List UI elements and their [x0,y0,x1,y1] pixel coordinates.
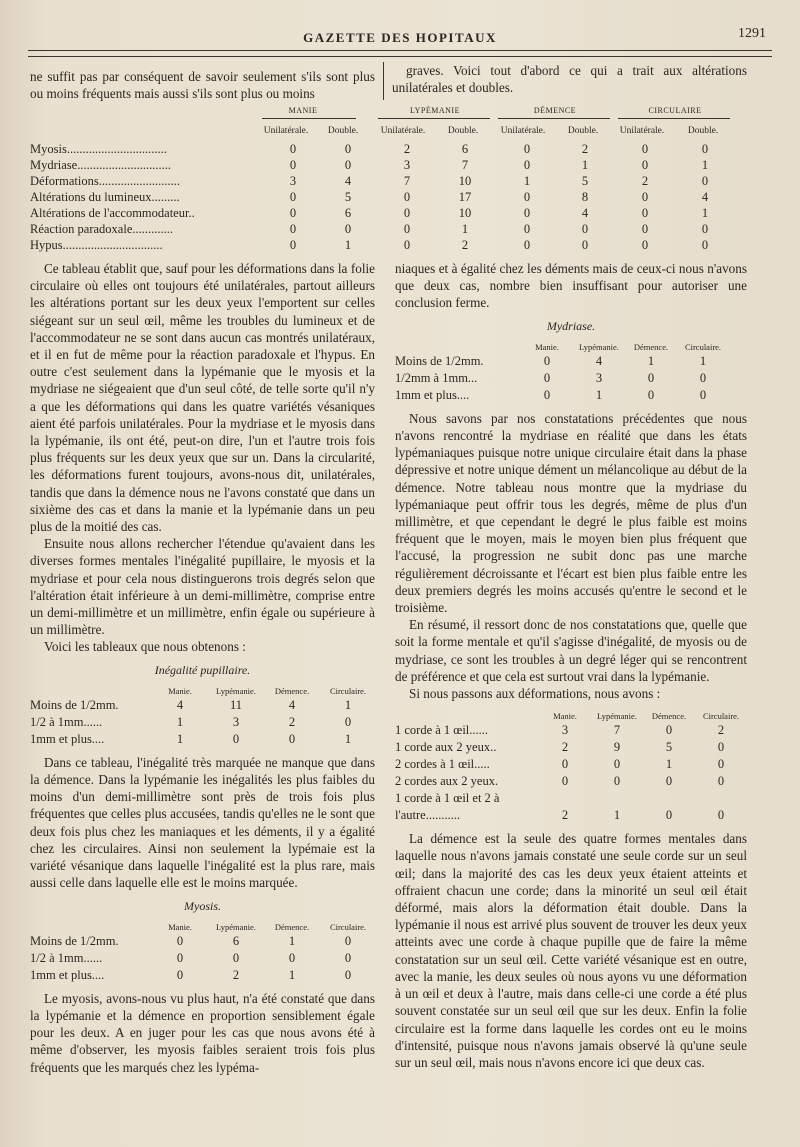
table-cell: 0 [717,774,725,789]
table-cell: 7 [461,158,469,172]
subheader: Unilatérale. [500,126,546,136]
row-label: 1mm et plus.... [395,387,470,402]
column-header: Lypémanie. [579,341,619,352]
page-number: 1291 [738,26,766,41]
table-cell: 2 [581,142,589,156]
table-cell: 3 [289,174,297,188]
row-label: 1mm et plus.... [30,967,105,982]
group-brace [262,118,356,119]
row-label: Mydriase.............................. [30,158,171,172]
table-header [395,708,747,722]
table-cell: 1 [701,206,709,220]
row-label: 1 corde à 1 œil et 2 à [395,791,500,806]
table-cell: 0 [647,387,655,402]
row-label: 1/2mm à 1mm... [395,370,478,385]
table-cell: 0 [523,206,531,220]
row-label: 1mm et plus.... [30,731,105,746]
table-cell: 10 [458,206,472,220]
table-cell: 0 [641,190,649,204]
column-header: Démence. [274,921,310,932]
text-intro: graves. Voici tout d'abord ce qui a trait aux altérations unilatérales et doubles. [392,63,747,96]
table-cell: 0 [561,774,569,789]
table-cell: 0 [232,731,240,746]
row-label: 1 corde à 1 œil...... [395,723,489,738]
table-row [395,387,747,404]
table-cell: 1 [523,174,531,188]
paragraph: En résumé, il ressort donc de nos constatations que, quelle que soit la forme mentale et qu'il s'agisse d'inégalité, de myosis ou de mydriase, ce sont les troubles à un degré léger qui se rencontrent de préférence et que cela est surtout vrai dans la lypémanie. [395,617,747,684]
table-cell: 3 [561,723,569,738]
paragraph: Ce tableau établit que, sauf pour les déformations dans la folie circulaire où elles ont toujours été unilatérales, partout ailleurs les altérations portant sur les deux yeux l'emportent sur celles siégeant sur un seul œil, même les troubles du lumineux et de l'accommodateur ne se sont dans aucun cas montrés unilatéraux, et il en fut de même pour la réaction paradoxale et l'hypus. En outre c'est seulement dans la lypémanie que le myosis et la mydriase ne siégeaient que d'un seul côté, de telle sorte qu'il n'y a que les déformations qui dans les quatre variétés vésaniques aient été parfois unilatérales. Pour la mydriase et le myosis dans la lypémanie, ils ont été, peut-on dire, l'un et l'autre trois fois plus fréquents sur les deux yeux que sur un. Dans la circularité, les déformations furent toujours, avons-nous dit, unilatérales, tandis que dans la démence nous ne l'avons constaté que dans un sixième des cas et dans la manie et la lypémanie dans un peu plus de la moitié des cas. [30,261,375,535]
table-cell: 0 [701,222,709,236]
table-row [30,933,375,950]
table-row [30,967,375,984]
table-cell: 0 [344,714,352,729]
table-header [30,919,375,933]
table-cell: 2 [403,142,411,156]
column-header: Circulaire. [329,921,367,932]
page-header-title: GAZETTE DES HOPITAUX [303,30,497,45]
text-continuation: ne suffit pas par conséquent de savoir seulement s'ils sont plus ou moins fréquents mais aussi s'ils sont plus ou moins [30,69,375,102]
table-cell: 0 [701,238,709,252]
group-header-lypemanie: LYPÉMANIE [410,106,460,115]
subheader: Double. [447,126,479,136]
row-label: Déformations.......................... [30,174,180,188]
inegalite-table [30,662,375,748]
table-cell: 0 [403,238,411,252]
table-cell: 0 [289,190,297,204]
table-cell: 1 [176,714,184,729]
table-title: Mydriase. [546,318,596,333]
table-row [395,773,747,790]
column-separator [383,62,384,100]
table-title: Myosis. [184,898,221,913]
table-cell: 2 [232,967,240,982]
column-header: Manie. [168,921,192,932]
top-left-paragraph [30,68,375,102]
group-header-manie: MANIE [288,106,318,115]
table-cell: 0 [523,142,531,156]
row-label: Hypus................................ [30,238,163,252]
table-row [395,790,747,807]
row-label: 1 corde aux 2 yeux.. [395,740,497,755]
table-cell: 5 [344,190,352,204]
left-column [30,260,375,1076]
row-label: Réaction paradoxale............. [30,222,174,236]
column-header: Lypémanie. [216,921,256,932]
table-cell: 1 [288,967,296,982]
table-cell: 0 [523,238,531,252]
table-cell: 2 [561,740,569,755]
row-label: Moins de 1/2mm. [30,697,119,712]
table-cell: 4 [344,174,352,188]
table-row [30,142,750,158]
column-header: Démence. [651,711,687,722]
table-cell: 4 [176,697,184,712]
table-row [30,714,375,731]
row-label: 2 cordes à 1 œil..... [395,757,490,772]
subheader: Double. [567,126,599,136]
table-cell: 6 [344,206,352,220]
table-cell: 0 [613,757,621,772]
table-row [30,174,750,190]
group-brace [498,118,610,119]
table-cell: 1 [665,757,673,772]
table-cell: 5 [665,740,673,755]
table-header [395,339,747,353]
table-cell: 0 [289,142,297,156]
table-row [395,739,747,756]
table-cell: 0 [561,757,569,772]
group-brace [618,118,730,119]
table-cell: 2 [717,723,725,738]
table-cell: 1 [344,238,352,252]
table-row [395,722,747,739]
row-label: 1/2 à 1mm...... [30,714,103,729]
table-cell: 4 [288,697,296,712]
table-cell: 4 [581,206,589,220]
paragraph: niaques et à égalité chez les déments mais de ceux-ci nous n'avons que deux cas, nombre bien insuffisant pour autoriser une conclusion ferme. [395,261,747,311]
table-cell: 0 [641,222,649,236]
table-cell: 0 [289,158,297,172]
table-cell: 0 [647,370,655,385]
row-label: Altérations de l'accommodateur.. [30,206,195,220]
subheader: Unilatérale. [380,126,426,136]
table-cell: 3 [403,158,411,172]
table-cell: 10 [458,174,472,188]
table-row [30,950,375,967]
row-label: Moins de 1/2mm. [395,353,484,368]
table-cell: 1 [344,731,352,746]
row-label: 2 cordes aux 2 yeux. [395,774,499,789]
paragraph: Voici les tableaux que nous obtenons : [44,639,246,655]
table-cell: 7 [613,723,621,738]
table-cell: 0 [289,238,297,252]
table-cell: 0 [523,190,531,204]
table-cell: 0 [665,723,673,738]
row-label: 1/2 à 1mm...... [30,950,103,965]
table-cell: 6 [461,142,469,156]
table-cell: 0 [543,387,551,402]
column-header: Lypémanie. [216,685,256,696]
column-header: Démence. [274,685,310,696]
table-cell: 2 [641,174,649,188]
mydriase-table [395,318,747,404]
table-cell: 1 [699,353,707,368]
table-cell: 1 [461,222,469,236]
subheader: Unilatérale. [263,126,309,136]
table-cell: 3 [232,714,240,729]
table-cell: 0 [344,142,352,156]
row-label: Moins de 1/2mm. [30,933,119,948]
table-row [395,353,747,370]
table-cell: 0 [641,158,649,172]
table-cell: 2 [288,714,296,729]
group-brace [378,118,490,119]
myosis-table [30,898,375,984]
table-cell: 0 [699,387,707,402]
table-cell: 7 [403,174,411,188]
column-header: Circulaire. [684,341,722,352]
header-rule [28,50,772,51]
paragraph: Ensuite nous allons rechercher l'étendue qu'avaient dans les diverses formes mentales l'inégalité pupillaire, le myosis et la mydriase et pour cela nous distinguerons trois degrés selon que l'altération était inférieure à un demi-millimètre, comprise entre un demi-millimètre et un millimètre, enfin égale ou supérieure à un millimètre. [30,536,375,638]
top-right-paragraph [392,62,747,96]
table-cell: 0 [232,950,240,965]
table-cell: 0 [403,206,411,220]
column-header: Démence. [633,341,669,352]
table-cell: 5 [581,174,589,188]
header-rule-thin [28,56,772,57]
table-row [30,206,750,222]
group-header-circulaire: CIRCULAIRE [648,106,702,115]
row-label: Altérations du lumineux......... [30,190,180,204]
table-cell: 0 [403,190,411,204]
table-cell: 17 [458,190,472,204]
table-cell: 0 [701,174,709,188]
table-cell: 2 [561,808,569,823]
table-cell: 0 [641,238,649,252]
table-cell: 3 [595,370,603,385]
table-cell: 0 [581,238,589,252]
table-cell: 0 [701,142,709,156]
table-cell: 1 [701,158,709,172]
group-header-demence: DÉMENCE [533,106,577,115]
subheader: Double. [687,126,719,136]
right-column [395,260,747,1071]
table-cell: 6 [232,933,240,948]
table-row [30,190,750,206]
table-cell: 0 [344,967,352,982]
table-cell: 1 [581,158,589,172]
table-row [30,238,750,254]
table-cell: 0 [403,222,411,236]
table-cell: 0 [344,158,352,172]
table-cell: 1 [344,697,352,712]
table-cell: 0 [665,774,673,789]
table-cell: 0 [289,206,297,220]
table-cell: 0 [344,222,352,236]
table-title: Inégalité pupillaire. [154,662,251,677]
table-cell: 0 [176,967,184,982]
column-header: Circulaire. [702,711,740,722]
subheader: Unilatérale. [619,126,665,136]
paragraph: Nous savons par nos constatations précédentes que nous n'avons rencontré la mydriase en réalité que dans les états lypémaniaques puisque notre unique circulaire était dans la phase dépressive et notre unique dément un mélancolique au début de la démence. Notre tableau nous montre que la mydriase du lypémaniaque peut offrir tous les degrés, même de plus d'un millimètre, et que cependant le degré le plus faible est moins fréquent que le moyen, mais le moyen bien plus fréquent que l'accusé, la progression ne subit donc pas une marche régulièrement décroissante et l'écart est bien plus faible entre les deux premiers degrés les moins accusés qu'entre le second et le troisième. [395,410,747,616]
table-cell: 1 [613,808,621,823]
table-cell: 0 [523,158,531,172]
row-label: Myosis................................ [30,142,167,156]
table-header [30,683,375,697]
table-cell: 0 [344,933,352,948]
table-cell: 11 [229,697,243,712]
table-cell: 0 [717,740,725,755]
table-cell: 0 [641,142,649,156]
table-cell: 0 [717,757,725,772]
paragraph: Le myosis, avons-nous vu plus haut, n'a été constaté que dans la lypémanie et la démence en proportion sensiblement égale pour les deux. A en juger pour les cas que nous avons été à même d'observer, les myosis faibles seraient trois fois plus fréquents que les marqués chez les lypéma- [30,990,375,1075]
table-row [30,697,375,714]
row-label: l'autre........... [395,808,461,823]
table-cell: 0 [176,950,184,965]
table-row [30,222,750,238]
table-cell: 0 [543,353,551,368]
table-row [395,370,747,387]
table-cell: 2 [461,238,469,252]
column-header: Manie. [553,711,577,722]
table-cell: 8 [581,190,589,204]
table-cell: 1 [647,353,655,368]
table-cell: 4 [595,353,603,368]
table-cell: 0 [717,808,725,823]
table-cell: 0 [523,222,531,236]
paragraph: Dans ce tableau, l'inégalité très marquée ne manque que dans la démence. Dans la lypémanie les inégalités les plus faibles du moins d'un demi-millimètre sont près de trois fois plus fréquentes que celles plus accusées, tandis qu'elles ne le sont que deux fois plus chez les maniaques et les déments, il y a égalité chez les circulaires. Ainsi non seulement la lypémaie est la variété vésanique dans laquelle l'inégalité est la plus rare, mais aussi celle dans laquelle elle est le moins marquée. [30,754,375,891]
subheader: Double. [327,126,359,136]
table-row [30,731,375,748]
table-cell: 0 [176,933,184,948]
table-cell: 0 [581,222,589,236]
table-cell: 0 [665,808,673,823]
table-cell: 0 [543,370,551,385]
table-row [395,807,747,824]
table-cell: 0 [288,950,296,965]
table-cell: 1 [595,387,603,402]
table-cell: 4 [701,190,709,204]
table-cell: 0 [344,950,352,965]
column-header: Lypémanie. [597,711,637,722]
column-header: Circulaire. [329,685,367,696]
deformations-table [395,708,747,824]
table-cell: 1 [176,731,184,746]
table-cell: 0 [613,774,621,789]
table-row [395,756,747,773]
table-cell: 0 [641,206,649,220]
table-cell: 0 [699,370,707,385]
column-header: Manie. [535,341,559,352]
column-header: Manie. [168,685,192,696]
table-row [30,158,750,174]
paragraph: La démence est la seule des quatre formes mentales dans laquelle nous n'avons jamais constaté une seule corde sur un seul œil; dans la majorité des cas les deux yeux étaient atteints et offraient chacun une corde; dans la minorité un seul œil était déformé, mais alors la déformation était double. Dans la lypémanie il nous est arrivé plus souvent de trouver les deux yeux atteints avec une corde à chaque pupille que de faire la même constatation sur un seul œil. Cette variété vésanique est en outre, avec la manie, les deux seules où nous ayons vu une déformation à un œil et deux à l'autre, mais dans celle-ci une corde a été plus souvent constatée sur un seul œil que sur les deux. Enfin la folie circulaire est la forme dans laquelle les cordes ont eu le moins d'intensité, puisque nous n'avons jamais observé là qu'une seule sur un seul œil, mais nous n'avons encore ici que deux cas. [395,831,747,1070]
paragraph: Si nous passons aux déformations, nous avons : [409,686,661,702]
table-cell: 9 [613,740,621,755]
table-cell: 0 [288,731,296,746]
table-cell: 1 [288,933,296,948]
table-cell: 0 [289,222,297,236]
